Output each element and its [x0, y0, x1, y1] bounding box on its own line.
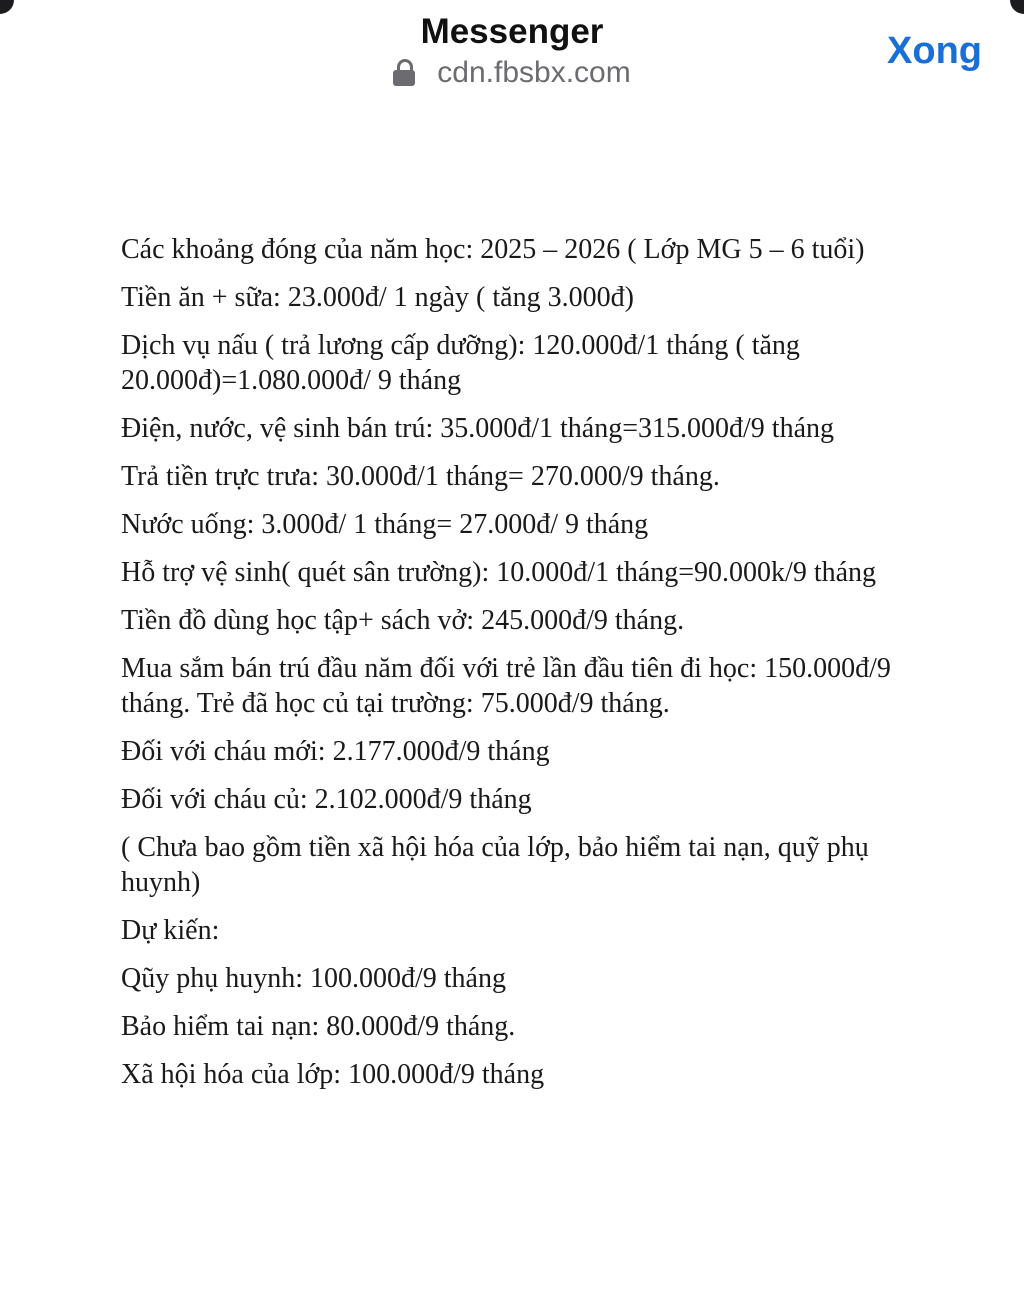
document-line: ( Chưa bao gồm tiền xã hội hóa của lớp, bảo hiểm tai nạn, quỹ phụ huynh) — [121, 832, 869, 898]
document-line: Đối với cháu củ: 2.102.000đ/9 tháng — [121, 784, 532, 815]
document-line: Dự kiến: — [121, 915, 220, 946]
app-title: Messenger — [420, 12, 604, 51]
lock-icon — [393, 59, 415, 85]
document-line: Tiền đồ dùng học tập+ sách vở: 245.000đ/9 tháng. — [121, 605, 685, 636]
document-line: Qũy phụ huynh: 100.000đ/9 tháng — [121, 963, 506, 994]
document-line: Tiền ăn + sữa: 23.000đ/ 1 ngày ( tăng 3.000đ) — [121, 282, 634, 313]
done-button[interactable]: Xong — [887, 30, 982, 72]
document-line: Đối với cháu mới: 2.177.000đ/9 tháng — [121, 736, 550, 767]
document-line: Các khoảng đóng của năm học: 2025 – 2026 ( Lớp MG 5 – 6 tuổi) — [121, 234, 865, 265]
document-line: Nước uống: 3.000đ/ 1 tháng= 27.000đ/ 9 tháng — [121, 509, 649, 540]
url-bar[interactable] — [0, 56, 1024, 90]
document-line: Dịch vụ nấu ( trả lương cấp dưỡng): 120.000đ/1 tháng ( tăng 20.000đ)=1.080.000đ/ 9 tháng — [121, 330, 800, 396]
document-content — [121, 232, 911, 1105]
document-line: Bảo hiểm tai nạn: 80.000đ/9 tháng. — [121, 1011, 516, 1042]
document-line: Điện, nước, vệ sinh bán trú: 35.000đ/1 tháng=315.000đ/9 tháng — [121, 413, 835, 444]
document-line: Trả tiền trực trưa: 30.000đ/1 tháng= 270.000/9 tháng. — [121, 461, 720, 492]
browser-header — [0, 0, 1024, 110]
document-line: Hỗ trợ vệ sinh( quét sân trường): 10.000đ/1 tháng=90.000k/9 tháng — [121, 557, 877, 588]
url-text: cdn.fbsbx.com — [437, 56, 631, 89]
document-line: Mua sắm bán trú đầu năm đối với trẻ lần đầu tiên đi học: 150.000đ/9 tháng. Trẻ đã học củ tại trường: 75.000đ/9 tháng. — [121, 653, 891, 719]
document-line: Xã hội hóa của lớp: 100.000đ/9 tháng — [121, 1059, 545, 1090]
